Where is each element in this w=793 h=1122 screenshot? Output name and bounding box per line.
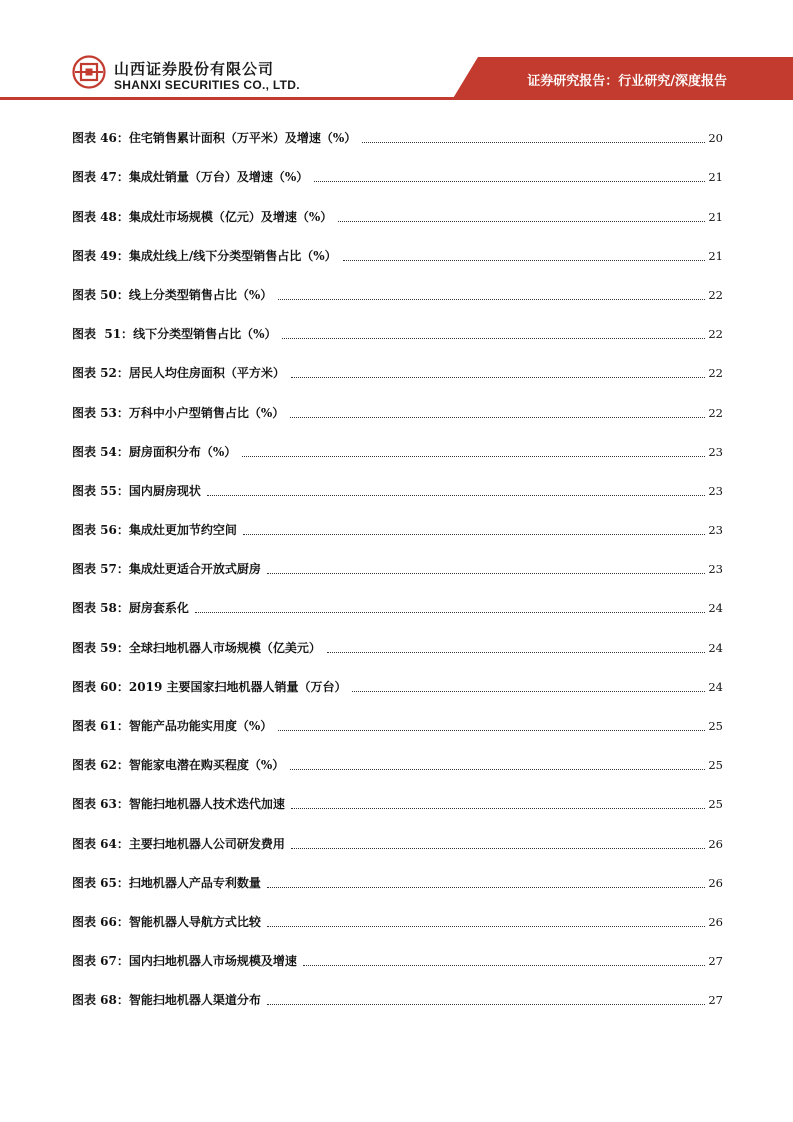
toc-entry[interactable] [72, 464, 723, 503]
toc-entry-title: 集成灶市场规模（亿元）及增速（%） [128, 209, 333, 224]
toc-entry-title: 智能扫地机器人技术迭代加速 [128, 797, 285, 812]
toc-dot-leader [267, 572, 705, 574]
toc-entry-label: 图表 55： [72, 483, 129, 498]
table-of-figures [72, 111, 723, 1012]
company-logo-icon [72, 55, 106, 89]
toc-entry[interactable] [72, 189, 723, 228]
toc-entry-page: 25 [708, 719, 723, 733]
toc-entry-label: 图表 67： [72, 954, 129, 969]
toc-entry-title: 扫地机器人产品专利数量 [128, 875, 261, 890]
toc-entry[interactable] [72, 816, 723, 855]
toc-entry-page: 26 [708, 914, 723, 929]
toc-entry-page: 22 [708, 405, 723, 420]
toc-entry[interactable] [72, 699, 723, 738]
toc-entry-title: 全球扫地机器人市场规模（亿美元） [128, 640, 321, 655]
toc-entry-label: 图表 52： [72, 366, 129, 381]
toc-entry-title: 国内扫地机器人市场规模及增速 [128, 954, 297, 969]
toc-entry-page: 23 [708, 562, 723, 577]
toc-entry[interactable] [72, 268, 723, 307]
toc-entry-label: 图表 53： [72, 405, 129, 420]
toc-entry[interactable] [72, 973, 723, 1012]
toc-entry-label: 图表 59： [72, 640, 129, 655]
toc-entry-title: 国内厨房现状 [128, 483, 201, 498]
toc-entry-label: 图表 46： [72, 131, 129, 146]
toc-entry[interactable] [72, 150, 723, 189]
toc-dot-leader [338, 220, 705, 222]
toc-entry[interactable] [72, 346, 723, 385]
toc-entry-label: 图表 51： [72, 327, 134, 342]
toc-entry-label: 图表 48： [72, 209, 129, 224]
toc-entry[interactable] [72, 425, 723, 464]
toc-entry-label: 图表 66： [72, 914, 129, 929]
toc-entry-page: 21 [708, 209, 723, 224]
toc-entry-title: 万科中小户型销售占比（%） [128, 405, 285, 420]
toc-entry-label: 图表 60： [72, 679, 129, 694]
toc-entry-page: 27 [708, 954, 723, 969]
company-name-en: SHANXI SECURITIES CO., LTD. [114, 78, 300, 92]
toc-entry[interactable] [72, 738, 723, 777]
toc-entry-title: 智能扫地机器人渠道分布 [128, 993, 261, 1008]
toc-entry-label: 图表 54： [72, 444, 129, 459]
toc-dot-leader [291, 807, 705, 809]
toc-entry[interactable] [72, 660, 723, 699]
toc-entry-title: 集成灶更加节约空间 [128, 523, 237, 538]
toc-dot-leader [343, 259, 706, 261]
toc-entry-label: 图表 50： [72, 287, 129, 302]
report-type: 证券研究报告：行业研究/深度报告 [527, 74, 727, 89]
toc-entry-title: 居民人均住房面积（平方米） [128, 366, 285, 381]
toc-dot-leader [207, 494, 705, 496]
toc-entry[interactable] [72, 542, 723, 581]
company-name-cn: 山西证券股份有限公司 [114, 60, 275, 78]
toc-dot-leader [242, 455, 705, 457]
toc-entry-page: 25 [708, 797, 723, 812]
toc-dot-leader [352, 690, 705, 692]
toc-entry[interactable] [72, 111, 723, 150]
toc-entry-title: 智能机器人导航方式比较 [128, 914, 261, 929]
toc-entry[interactable] [72, 385, 723, 424]
toc-dot-leader [291, 376, 705, 378]
toc-dot-leader [327, 651, 705, 653]
toc-dot-leader [267, 1003, 705, 1005]
toc-entry[interactable] [72, 581, 723, 620]
toc-entry[interactable] [72, 307, 723, 346]
toc-entry-page: 23 [708, 444, 723, 459]
toc-dot-leader [278, 729, 705, 731]
toc-dot-leader [291, 847, 705, 849]
toc-dot-leader [195, 611, 705, 613]
toc-entry-label: 图表 57： [72, 562, 129, 577]
toc-entry-label: 图表 68： [72, 993, 129, 1008]
toc-entry-label: 图表 65： [72, 875, 129, 890]
toc-entry-title: 主要扫地机器人公司研发费用 [128, 836, 285, 851]
toc-entry-label: 图表 61： [72, 719, 129, 733]
toc-entry-label: 图表 62： [72, 758, 129, 773]
toc-entry-title: 2019 主要国家扫地机器人销量（万台） [128, 679, 347, 694]
header-rule [0, 97, 793, 100]
toc-entry-page: 25 [708, 758, 723, 773]
toc-dot-leader [290, 416, 705, 418]
toc-dot-leader [362, 141, 705, 143]
toc-entry[interactable] [72, 503, 723, 542]
toc-entry-page: 23 [708, 523, 723, 538]
toc-dot-leader [303, 964, 705, 966]
toc-entry[interactable] [72, 229, 723, 268]
page-header [0, 0, 793, 104]
toc-entry-page: 24 [708, 679, 723, 694]
toc-dot-leader [278, 298, 705, 300]
toc-entry-label: 图表 58： [72, 601, 129, 616]
toc-entry-page: 24 [708, 640, 723, 655]
toc-entry-page: 27 [708, 993, 723, 1008]
toc-dot-leader [267, 886, 705, 888]
toc-entry[interactable] [72, 777, 723, 816]
toc-entry-label: 图表 56： [72, 523, 129, 538]
toc-entry-title: 厨房面积分布（%） [128, 444, 237, 459]
toc-entry-page: 20 [708, 131, 723, 146]
toc-entry[interactable] [72, 856, 723, 895]
toc-entry-title: 智能产品功能实用度（%） [128, 719, 273, 733]
toc-entry-title: 线下分类型销售占比（%） [133, 327, 277, 342]
toc-entry-page: 22 [708, 287, 723, 302]
toc-entry-label: 图表 49： [72, 248, 129, 263]
toc-entry-label: 图表 47： [72, 170, 129, 185]
toc-entry-label: 图表 63： [72, 797, 129, 812]
toc-entry[interactable] [72, 934, 723, 973]
toc-entry-label: 图表 64： [72, 836, 129, 851]
toc-entry-page: 21 [708, 248, 723, 263]
toc-entry-title: 线上分类型销售占比（%） [128, 287, 273, 302]
toc-entry-page: 24 [708, 601, 723, 616]
toc-entry-page: 23 [708, 483, 723, 498]
toc-entry[interactable] [72, 895, 723, 934]
toc-entry-title: 集成灶线上/线下分类型销售占比（%） [128, 248, 337, 263]
toc-entry-title: 智能家电潜在购买程度（%） [128, 758, 285, 773]
toc-entry-title: 集成灶更适合开放式厨房 [128, 562, 261, 577]
toc-dot-leader [267, 925, 705, 927]
toc-entry-page: 22 [708, 366, 723, 381]
toc-entry-page: 21 [708, 170, 723, 185]
toc-entry-title: 住宅销售累计面积（万平米）及增速（%） [128, 131, 357, 146]
toc-entry[interactable] [72, 620, 723, 659]
toc-entry-page: 22 [708, 327, 723, 342]
toc-dot-leader [290, 768, 705, 770]
toc-dot-leader [314, 180, 705, 182]
toc-dot-leader [282, 337, 705, 339]
toc-entry-page: 26 [708, 836, 723, 851]
toc-entry-title: 厨房套系化 [128, 601, 189, 616]
toc-dot-leader [243, 533, 705, 535]
toc-entry-page: 26 [708, 875, 723, 890]
toc-entry-title: 集成灶销量（万台）及增速（%） [128, 170, 309, 185]
